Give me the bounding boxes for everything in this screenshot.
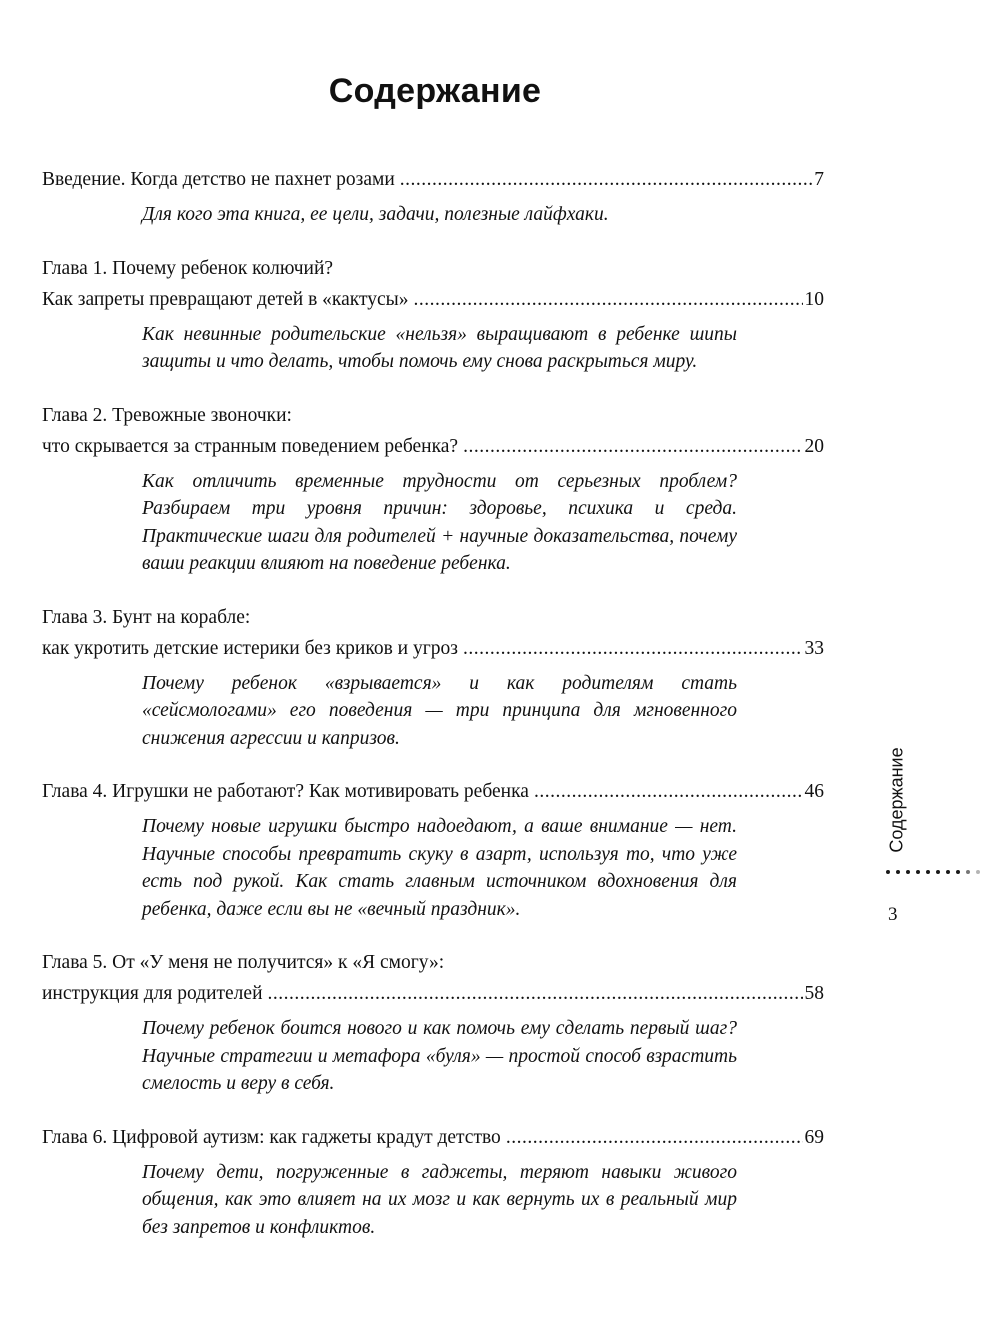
toc-entry-title: Введение. Когда детство не пахнет розами — [42, 169, 395, 190]
table-of-contents — [42, 164, 824, 1241]
entry-spacer — [42, 1098, 824, 1122]
dot-leader — [400, 164, 812, 195]
dot-leader — [506, 1122, 803, 1153]
toc-entry-description: Для кого эта книга, ее цели, задачи, полезные лайфхаки. — [142, 204, 609, 225]
decorative-dot-row — [886, 870, 980, 874]
toc-entry-title: Глава 1. Почему ребенок колючий? — [42, 257, 334, 279]
toc-entry-description: Как отличить временные трудности от серьезных проблем? Разбираем три уровня причин: здоровье, психика и среда. Практические шаги для родителей + научные доказательства, почему ваши реакции влияют на поведение ребенка. — [142, 470, 737, 574]
toc-entry-description: Почему ребенок боится нового и как помочь ему сделать первый шаг? Научные стратегии и метафора «буля» — простой способ взрастить смелость и веру в себя. — [142, 1018, 737, 1094]
dot-leader — [463, 633, 803, 664]
entry-spacer — [42, 376, 824, 400]
decor-dot — [926, 870, 930, 874]
dot-leader — [463, 431, 802, 462]
toc-entry-title: как укротить детские истерики без криков и угроз — [42, 637, 458, 659]
entry-spacer — [42, 923, 824, 947]
decor-dot — [936, 870, 940, 874]
running-header-text: Содержание — [886, 747, 907, 853]
page-title: Содержание — [328, 72, 542, 110]
toc-entry-title: Глава 6. Цифровой аутизм: как гаджеты крадут детство — [42, 1126, 501, 1148]
toc-entry-title: Глава 5. От «У меня не получится» к «Я смогу»: — [42, 952, 445, 973]
toc-entry-title: что скрывается за странным поведением ребенка? — [42, 435, 459, 457]
toc-entry-heading-line — [42, 978, 824, 1009]
decor-dot — [976, 870, 980, 874]
dot-leader — [414, 284, 803, 315]
dot-leader — [534, 776, 803, 807]
toc-entry-chapter-1[interactable] — [42, 253, 824, 376]
entry-spacer — [42, 752, 824, 776]
toc-entry-introduction[interactable] — [42, 164, 824, 229]
toc-entry-heading-line — [42, 633, 824, 664]
toc-entry-page: 46 — [804, 781, 824, 802]
toc-entry-chapter-4[interactable] — [42, 776, 824, 923]
toc-entry-heading-line — [42, 431, 824, 462]
toc-entry-page: 69 — [804, 1126, 824, 1148]
decor-dot — [916, 870, 920, 874]
toc-entry-page: 58 — [804, 983, 824, 1004]
toc-entry-chapter-3[interactable] — [42, 602, 824, 753]
decor-dot — [966, 870, 970, 874]
toc-entry-title: Глава 3. Бунт на корабле: — [42, 606, 251, 628]
decor-dot — [956, 870, 960, 874]
toc-entry-page: 10 — [804, 288, 824, 310]
decor-dot — [886, 870, 890, 874]
toc-entry-description: Как невинные родительские «нельзя» выращивают в ребенке шипы защиты и что делать, чтобы помочь ему снова раскрыться миру. — [142, 323, 737, 372]
toc-entry-heading-line — [42, 164, 824, 195]
decor-dot — [896, 870, 900, 874]
toc-entry-description: Почему новые игрушки быстро надоедают, а ваше внимание — нет. Научные способы превратить скуку в азарт, используя то, что уже есть под рукой. Как стать главным источником вдохновения для ребенка, даже если вы не «вечный праздник». — [142, 816, 737, 920]
toc-entry-title: Глава 4. Игрушки не работают? Как мотивировать ребенка — [42, 781, 529, 802]
toc-entry-chapter-5[interactable] — [42, 947, 824, 1098]
entry-spacer — [42, 578, 824, 602]
entry-spacer — [42, 229, 824, 253]
toc-entry-page: 7 — [814, 169, 824, 190]
toc-entry-title: Как запреты превращают детей в «кактусы» — [42, 288, 409, 310]
toc-entry-title: Глава 2. Тревожные звоночки: — [42, 404, 292, 426]
toc-entry-heading-line — [42, 1122, 824, 1153]
decor-dot — [946, 870, 950, 874]
toc-entry-chapter-2[interactable] — [42, 400, 824, 578]
dot-leader — [268, 978, 803, 1009]
decor-dot — [906, 870, 910, 874]
toc-entry-description: Почему дети, погруженные в гаджеты, теряют навыки живого общения, как это влияет на их мозг и как вернуть их в реальный мир без запретов и конфликтов. — [142, 1161, 737, 1238]
toc-entry-chapter-6[interactable] — [42, 1122, 824, 1242]
toc-entry-heading-line — [42, 776, 824, 807]
toc-entry-description: Почему ребенок «взрывается» и как родителям стать «сейсмологами» его поведения — три принципа для мгновенного снижения агрессии и капризов. — [142, 672, 737, 749]
toc-entry-heading-line — [42, 284, 824, 315]
running-header — [884, 740, 910, 860]
toc-entry-title: инструкция для родителей — [42, 983, 263, 1004]
toc-entry-page: 20 — [804, 435, 824, 457]
page-number: 3 — [888, 904, 898, 925]
toc-entry-page: 33 — [804, 637, 824, 659]
